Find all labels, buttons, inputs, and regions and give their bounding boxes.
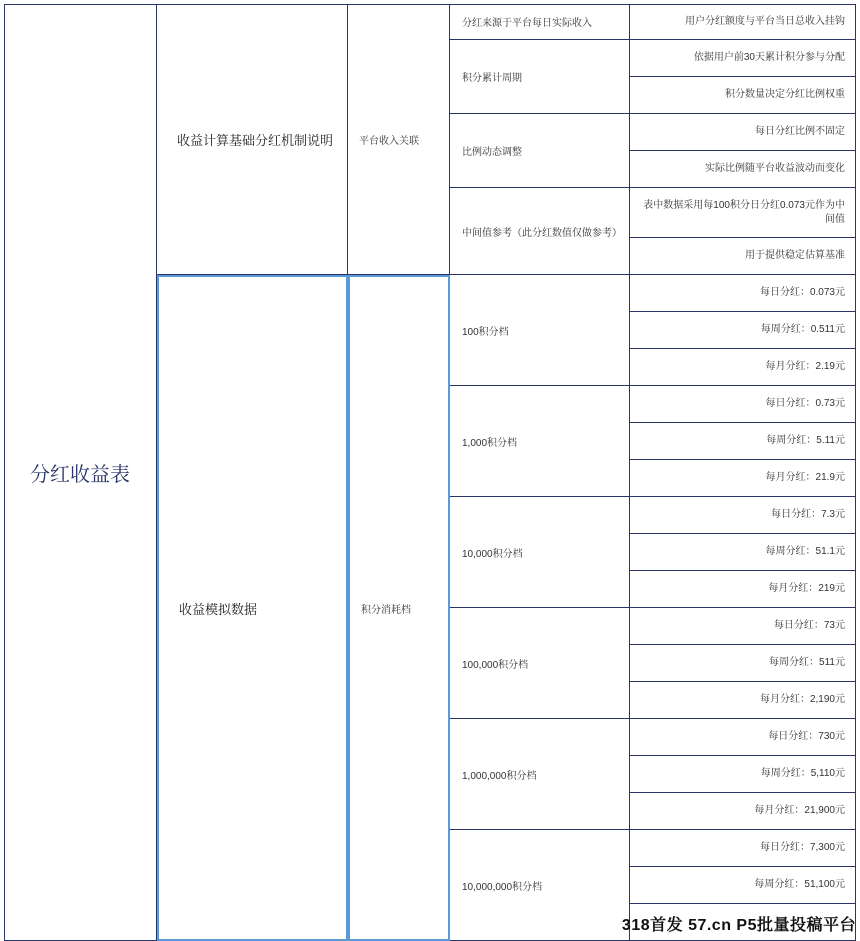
value-cell: 每日分红：0.73元 [630, 386, 856, 423]
section-sub-label: 积分消耗档 [348, 275, 450, 941]
value-cell: 每周分红：51,100元 [630, 867, 856, 904]
group-label: 100积分档 [450, 275, 630, 386]
value-cell: 每月分红：21,900元 [630, 793, 856, 830]
value-cell: 每日分红：7,300元 [630, 830, 856, 867]
group-label: 比例动态调整 [450, 114, 630, 188]
group-label: 100,000积分档 [450, 608, 630, 719]
value-cell: 每日分红：73元 [630, 608, 856, 645]
group-label: 1,000,000积分档 [450, 719, 630, 830]
value-cell: 依据用户前30天累计积分参与分配 [630, 40, 856, 77]
group-label: 中间值参考（此分红数值仅做参考） [450, 188, 630, 275]
group-label: 10,000,000积分档 [450, 830, 630, 941]
value-cell: 每月分红：219元 [630, 571, 856, 608]
section-label: 收益模拟数据 [157, 275, 348, 941]
watermark: 318首发 57.cn P5批量投稿平台 [621, 917, 856, 934]
value-cell: 每月分红：21.9元 [630, 460, 856, 497]
value-cell: 每周分红：51.1元 [630, 534, 856, 571]
group-label: 10,000积分档 [450, 497, 630, 608]
value-cell: 每周分红：511元 [630, 645, 856, 682]
value-cell: 用户分红额度与平台当日总收入挂钩 [630, 4, 856, 40]
value-cell: 每月分红：2,190元 [630, 682, 856, 719]
value-cell: 每周分红：5.11元 [630, 423, 856, 460]
value-cell: 每日分红：730元 [630, 719, 856, 756]
value-cell: 每日分红：7.3元 [630, 497, 856, 534]
value-cell: 每月分红：2.19元 [630, 349, 856, 386]
group-label: 积分累计周期 [450, 40, 630, 114]
value-cell: 每日分红：0.073元 [630, 275, 856, 312]
value-cell: 每日分红比例不固定 [630, 114, 856, 151]
value-cell: 积分数量决定分红比例权重 [630, 77, 856, 114]
group-label: 分红来源于平台每日实际收入 [450, 4, 630, 40]
value-cell: 表中数据采用每100积分日分红0.073元作为中间值 [630, 188, 856, 238]
value-cell: 实际比例随平台收益波动而变化 [630, 151, 856, 188]
value-cell: 每周分红：5,110元 [630, 756, 856, 793]
section-label: 收益计算基础分红机制说明 [157, 4, 348, 275]
value-cell: 每周分红：0.511元 [630, 312, 856, 349]
table-title: 分红收益表 [4, 4, 157, 941]
section-sub-label: 平台收入关联 [348, 4, 450, 275]
value-cell: 用于提供稳定估算基准 [630, 238, 856, 275]
group-label: 1,000积分档 [450, 386, 630, 497]
